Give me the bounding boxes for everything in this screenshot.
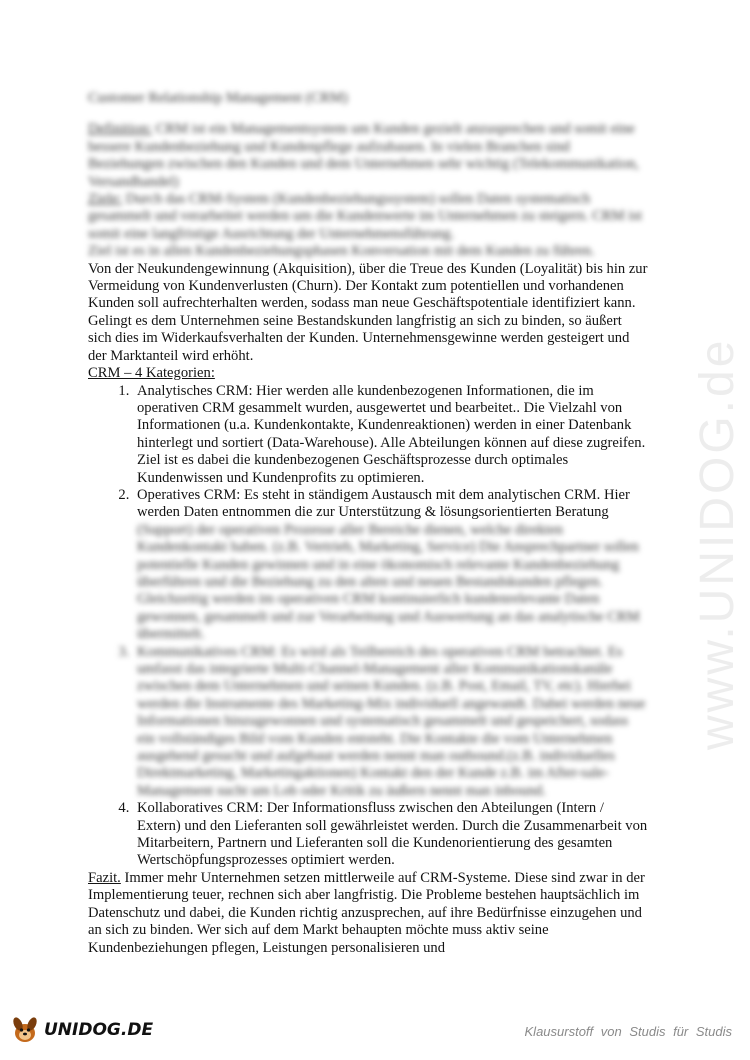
ziel-paragraph: Von der Neukundengewinnung (Akquisition), über die Treue des Kunden (Loyalität) bis hin zur Vermeidung von Kundenverlusten (Churn). Der Kontakt zum potentiellen und vorhandenen Kunden soll aufrechterhalten werden, sodass man neue Geschäftspotentiale identifiziert kann. Gelingt es dem Unternehmen seine Bestandskunden langfristig an sich zu binden, so äußert sich dies im Widerkaufsverhalten der Kunden. Unternehmensgewinne werden gesteigert und der Marktanteil wird erhöht. — [88, 260, 648, 364]
document-body — [88, 90, 648, 957]
document-title: Customer Relationship Management (CRM) — [88, 90, 348, 106]
ziele-text: Durch das CRM-System (Kundenbeziehungssystem) sollen Daten systematisch gesammelt und verarbeitet werden um die Kundenwerte im Unternehmen zu steigern. CRM ist somit eine langfristige Ausrichtung der Unternehmensführung. — [88, 191, 642, 242]
list-item-kommunikativ: 3. Kommunikatives CRM: Es wird als Teilbereich des operativen CRM betrachtet. Es umfasst das integrierte Multi-Channel-Management aller Kommunikationskanäle zwischen dem Unternehmen und seinen Kunden. (z.B. Post, Email, TV, etc). Hierbei werden die Instrumente des Marketing-Mix individuell angewandt. Dabei werden neue Informationen hinzugewonnen und systematisch gesammelt und gespeichert, sodass ein vollständiges Bild vom Kunden entsteht. Die Kontakte die vom Unternehmen ausgehend gesucht und aufgebaut werden nennt man outbound.(z.B. individuelles Direktmarketing, Marketingaktionen) Kontakt den der Kunde z.B. im After-sale-Management sucht um Lob oder Kritik zu äußern nennt man inbound. — [133, 644, 648, 801]
watermark: www.UNIDOG.de — [691, 337, 744, 750]
fazit-paragraph — [88, 870, 648, 957]
list-item-analytisch: 1. Analytisches CRM: Hier werden alle kundenbezogenen Informationen, die im operativen CRM gesammelt wurden, ausgewertet und bearbeitet.. Die Vielzahl von Informationen (u.a. Kundenkontakte, Kundenreaktionen) werden in einer Datenbank hinterlegt und sortiert (Data-Warehouse). Alle Abteilungen können auf diese zugreifen. Ziel ist es dabei die kundenbezogenen Geschäftsprozesse durch optimales Kundenwissen und Kundenprofits zu optimieren. — [133, 383, 648, 487]
blurred-intro — [88, 121, 648, 260]
definition-text: CRM ist ein Managementsystem um Kunden gezielt anzusprechen und somit eine bessere Kundenbeziehung und Kundenpflege aufzubauen. In vielen Branchen sind Beziehungen zwischen den Kunden und dem Unternehmen sehr wichtig (Telekommunikation, Versandhandel) — [88, 121, 639, 190]
unidog-logo — [8, 1012, 153, 1048]
list-item-operativ — [133, 487, 648, 644]
categories-list — [88, 383, 648, 870]
footer-tagline: Klausurstoff von Studis für Studis — [524, 1024, 732, 1039]
dog-mascot-icon — [8, 1013, 42, 1047]
ziel-blurred-line: Ziel ist es in allen Kundenbeziehungsphasen Konversation mit dem Kunden zu führen. — [88, 243, 595, 260]
categories-heading: CRM – 4 Kategorien: — [88, 365, 215, 382]
item-operativ-blurred: (Support) der operativen Prozesse aller Bereiche dienen, welche direkten Kundenkontakt haben. (z.B. Vertrieb, Marketing, Service) Die Ansprechpartner sollen potentielle Kunden gewinnen und in eine ökonomisch relevante Kundenbeziehung überführen und die Beziehung zu den alten und neuen Bestandskunden pflegen. Gleichzeitig werden im operativen CRM kontinuierlich kundenrelevante Daten gewonnen, gesammelt und zur Verarbeitung und Auswertung an das analytische CRM übermittelt. — [137, 521, 640, 643]
ziele-label: Ziele: — [88, 191, 123, 208]
definition-label: Definition: — [88, 121, 153, 138]
ziele-paragraph — [88, 191, 648, 243]
list-item-kollaborativ: 4. Kollaboratives CRM: Der Informationsfluss zwischen den Abteilungen (Intern / Extern) und den Lieferanten soll gewährleistet werden. Durch die Zusammenarbeit von Mitarbeitern, Partnern und Lieferanten soll die Kundenorientierung des gesamten Wertschöpfungsprozesses optimiert werden. — [133, 800, 648, 870]
item-operativ-text: Operatives CRM: Es steht in ständigem Austausch mit dem analytischen CRM. Hier werden Daten entnommen die zur Unterstützung & lösungsorientierten Beratung — [137, 486, 630, 521]
fazit-text: Immer mehr Unternehmen setzen mittlerweile auf CRM-Systeme. Diese sind zwar in der Implementierung teuer, rechnen sich aber langfristig. Die Probleme bestehen hauptsächlich im Datenschutz und dabei, die Kunden richtig anzusprechen, auf ihre Bedürfnisse einzugehen und an sich zu binden. Wer sich auf dem Markt behaupten möchte muss aktiv seine Kundenbeziehungen pflegen, Leistungen personalisieren und — [88, 869, 645, 956]
definition-paragraph — [88, 121, 648, 191]
logo-text: UNIDOG.DE — [44, 1020, 154, 1040]
fazit-label: Fazit. — [88, 869, 121, 886]
